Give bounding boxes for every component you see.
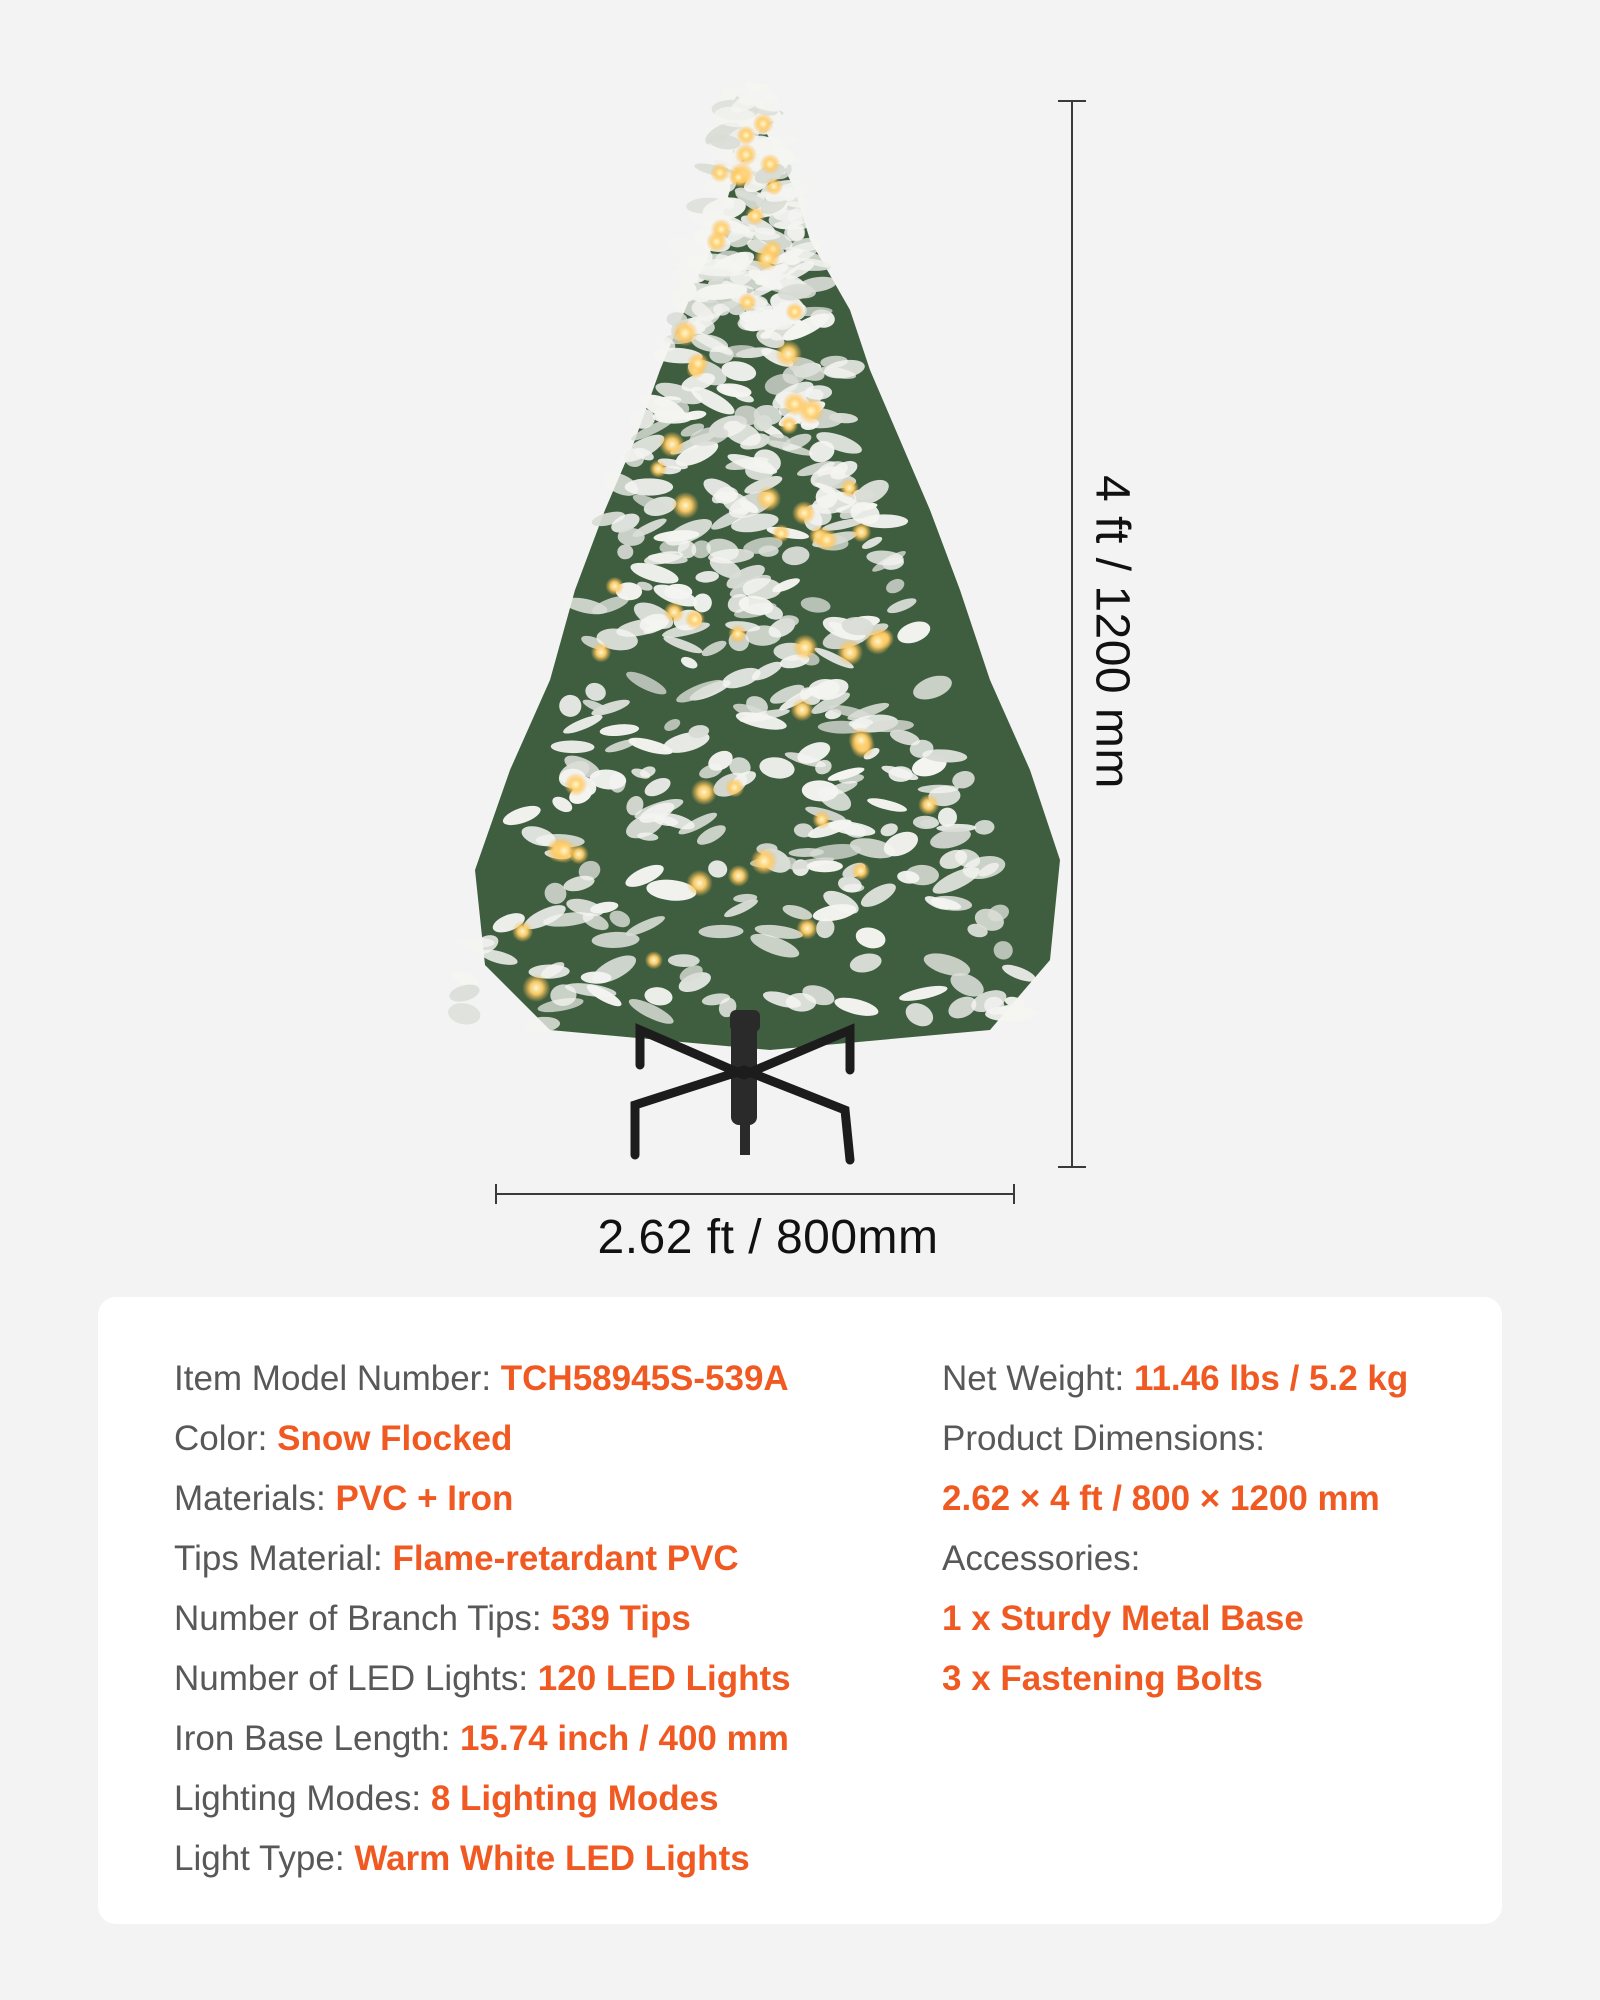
led-light bbox=[851, 862, 870, 881]
spec-row-accessory-base bbox=[942, 1589, 1462, 1649]
width-dimension-rule bbox=[495, 1193, 1015, 1195]
snow-clump bbox=[788, 208, 808, 225]
led-light bbox=[664, 602, 685, 623]
spec-label: Light Type: bbox=[174, 1839, 355, 1878]
spec-value: 8 Lighting Modes bbox=[430, 1779, 719, 1818]
led-light bbox=[792, 634, 818, 660]
led-light bbox=[851, 522, 871, 542]
spec-row-color bbox=[174, 1409, 854, 1469]
led-light bbox=[918, 794, 939, 815]
spec-value: Flame-retardant PVC bbox=[392, 1539, 739, 1578]
led-light bbox=[864, 628, 891, 655]
spec-label: Item Model Number: bbox=[174, 1359, 501, 1398]
spec-row-iron-base-length bbox=[174, 1709, 854, 1769]
spec-row-model-number bbox=[174, 1349, 854, 1409]
height-dimension-rule bbox=[1071, 100, 1073, 1168]
spec-value: Warm White LED Lights bbox=[354, 1839, 750, 1878]
led-light bbox=[725, 778, 745, 798]
led-light bbox=[522, 974, 550, 1002]
led-light bbox=[736, 125, 756, 145]
led-light bbox=[753, 113, 774, 134]
led-light bbox=[754, 246, 780, 272]
led-light bbox=[792, 501, 816, 525]
spec-row-net-weight bbox=[942, 1349, 1462, 1409]
spec-row-led-lights bbox=[174, 1649, 854, 1709]
led-light bbox=[760, 154, 781, 175]
specifications-right-column bbox=[942, 1349, 1462, 1709]
led-light bbox=[745, 206, 765, 226]
led-light bbox=[796, 918, 818, 940]
spec-row-accessory-bolts bbox=[942, 1649, 1462, 1709]
led-light bbox=[659, 432, 685, 458]
led-light bbox=[729, 169, 747, 187]
led-light bbox=[848, 728, 873, 753]
spec-row-dimensions-value bbox=[942, 1469, 1462, 1529]
led-light bbox=[691, 779, 717, 805]
led-light bbox=[765, 177, 783, 195]
led-light bbox=[816, 529, 839, 552]
spec-label: Tips Material: bbox=[174, 1539, 393, 1578]
led-light bbox=[772, 524, 790, 542]
spec-row-branch-tips bbox=[174, 1589, 854, 1649]
spec-row-materials bbox=[174, 1469, 854, 1529]
width-dimension-line bbox=[495, 1184, 1015, 1204]
led-light bbox=[645, 951, 663, 969]
spec-label: Product Dimensions: bbox=[942, 1419, 1265, 1458]
led-light bbox=[751, 848, 778, 875]
specifications-left-column bbox=[174, 1349, 854, 1889]
led-light bbox=[672, 320, 698, 346]
led-light bbox=[783, 392, 808, 417]
spec-label: Number of Branch Tips: bbox=[174, 1599, 552, 1638]
led-light bbox=[552, 838, 577, 863]
led-light bbox=[687, 352, 710, 375]
led-light bbox=[756, 486, 782, 512]
snow-clump bbox=[807, 860, 843, 872]
led-light bbox=[791, 698, 814, 721]
spec-label: Accessories: bbox=[942, 1539, 1141, 1578]
spec-row-light-type bbox=[174, 1829, 854, 1889]
led-light bbox=[686, 870, 713, 897]
spec-row-accessories-label bbox=[942, 1529, 1462, 1589]
spec-value: 3 x Fastening Bolts bbox=[942, 1659, 1263, 1698]
spec-label: Net Weight: bbox=[942, 1359, 1134, 1398]
led-light bbox=[837, 639, 863, 665]
snow-clump bbox=[920, 819, 939, 828]
led-light bbox=[775, 340, 802, 367]
led-light bbox=[591, 642, 611, 662]
spec-row-tips-material bbox=[174, 1529, 854, 1589]
led-light bbox=[840, 479, 859, 498]
spec-value: 120 LED Lights bbox=[537, 1659, 791, 1698]
led-light bbox=[706, 231, 727, 252]
spec-value: 1 x Sturdy Metal Base bbox=[942, 1599, 1304, 1638]
snow-clump bbox=[446, 1001, 482, 1027]
spec-value: 11.46 lbs / 5.2 kg bbox=[1133, 1359, 1409, 1398]
led-light bbox=[649, 460, 667, 478]
spec-row-dimensions-label bbox=[942, 1409, 1462, 1469]
spec-label: Lighting Modes: bbox=[174, 1779, 431, 1818]
spec-value: 2.62 × 4 ft / 800 × 1200 mm bbox=[942, 1479, 1380, 1518]
spec-label: Number of LED Lights: bbox=[174, 1659, 538, 1698]
height-dimension-line bbox=[1058, 100, 1086, 1168]
height-label: 4 ft / 1200 mm bbox=[1085, 475, 1139, 789]
spec-value: 15.74 inch / 400 mm bbox=[460, 1719, 789, 1758]
led-light bbox=[564, 773, 588, 797]
width-label: 2.62 ft / 800mm bbox=[597, 1211, 939, 1264]
spec-value: 539 Tips bbox=[551, 1599, 691, 1638]
led-light bbox=[685, 609, 706, 630]
led-light bbox=[672, 492, 699, 519]
led-light bbox=[728, 865, 750, 887]
spec-value: Snow Flocked bbox=[277, 1419, 513, 1458]
led-light bbox=[785, 302, 804, 321]
spec-value: TCH58945S-539A bbox=[500, 1359, 789, 1398]
snow-clump bbox=[458, 938, 495, 948]
height-dimension-cap-bottom bbox=[1058, 1166, 1086, 1168]
led-light bbox=[735, 144, 757, 166]
spec-value: PVC + Iron bbox=[335, 1479, 514, 1518]
spec-label: Materials: bbox=[174, 1479, 336, 1518]
christmas-tree-image bbox=[430, 70, 1110, 1180]
snow-clump bbox=[743, 578, 782, 600]
spec-label: Iron Base Length: bbox=[174, 1719, 461, 1758]
width-dimension-cap-right bbox=[1013, 1184, 1015, 1204]
spec-row-lighting-modes bbox=[174, 1769, 854, 1829]
led-light bbox=[605, 577, 624, 596]
led-light bbox=[512, 921, 533, 942]
led-light bbox=[710, 163, 730, 183]
led-light bbox=[728, 624, 747, 643]
led-light bbox=[812, 810, 831, 829]
led-light bbox=[738, 293, 757, 312]
specifications-card bbox=[98, 1297, 1502, 1924]
spec-label: Color: bbox=[174, 1419, 278, 1458]
led-light bbox=[780, 416, 799, 435]
